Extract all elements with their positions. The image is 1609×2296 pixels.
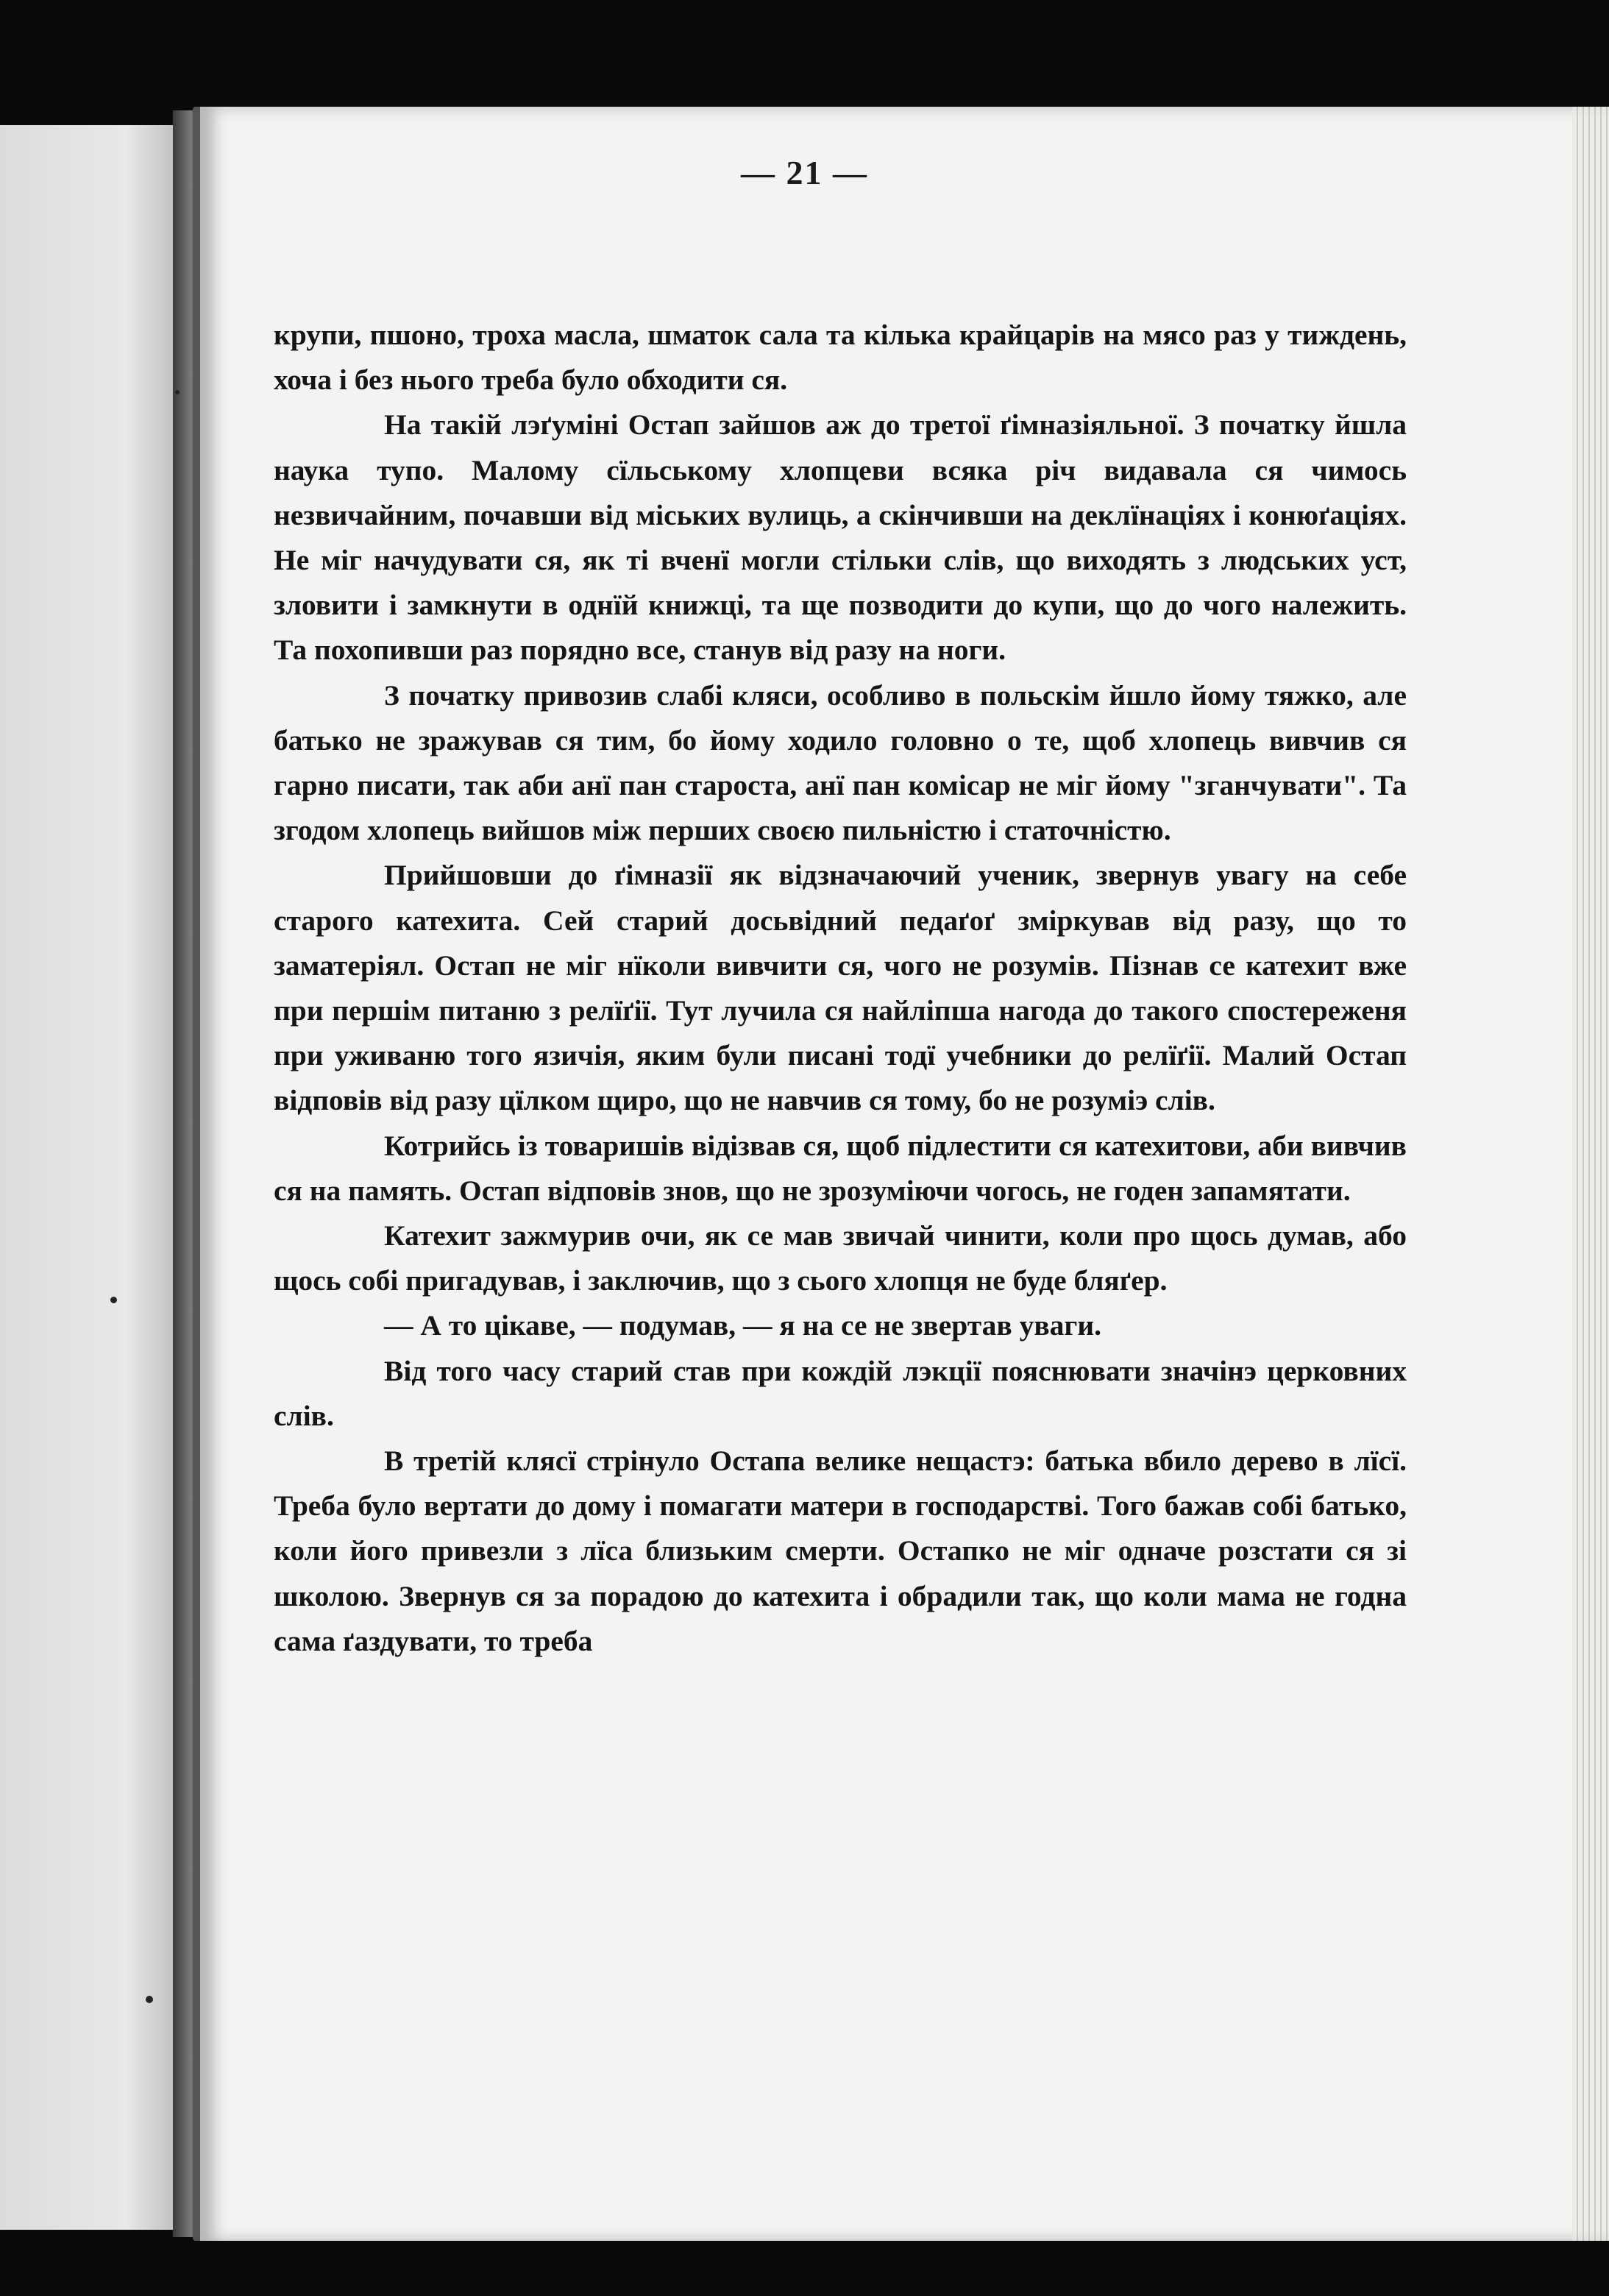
- body-text: [274, 313, 1407, 1664]
- paragraph: Прийшовши до ґімназії як відзначаючий ученик, звернув увагу на себе старого катехита. Сей старий досьвідний педаґоґ зміркував від разу, що то заматеріял. Остап не міг нїколи вивчити ся, чого не розумів. Пізнав се катехит вже при першім питаню з релїґії. Тут лучила ся найліпша нагода до такого спостереженя при уживаню того язичія, яким були писані тодї учебники до релїґії. Малий Остап відповів від разу цїлком щиро, що не навчив ся тому, бо не розуміэ слів.: [274, 859, 1407, 1117]
- page-stack-edge: [1572, 107, 1609, 2241]
- paragraph: — А то цікаве, — подумав, — я на се не звертав уваги.: [384, 1309, 1101, 1342]
- page-number: — 21 —: [741, 154, 868, 191]
- binding-hole-mark: [146, 1996, 153, 2003]
- binding-hole-mark: [175, 390, 180, 394]
- binding-hole-mark: [110, 1297, 117, 1303]
- paragraph: На такій лэґуміні Остап зайшов аж до третої ґімназіяльної. З початку йшла наука тупо. Малому сїльському хлопцеви всяка річ видавала ся чимось незвичайним, почавши від міських вулиць, а скінчивши на деклїнаціях і конюґаціях. Не міг начудувати ся, як ті вченї могли стільки слів, що виходять з людських уст, зловити і замкнути в однїй книжці, та ще позводити до купи, що до чого належить. Та похопивши раз порядно все, станув від разу на ноги.: [274, 408, 1407, 667]
- paragraph: крупи, пшоно, троха масла, шматок сала та кілька крайцарів на мясо раз у тиждень, хоча і без нього треба було обходити ся.: [274, 319, 1407, 397]
- paragraph: Від того часу старий став при кождій лэкції пояснювати значінэ церковних слів.: [274, 1354, 1407, 1432]
- left-page-edge: [0, 125, 180, 2230]
- paragraph: В третій клясї стрінуло Остапа велике нещастэ: батька вбило дерево в лїсї. Треба було вертати до дому і помагати матери в господарстві. Того бажав собі батько, коли його привезли з лїса близьким смерти. Остапко не міг одначе розстати ся зі школою. Звернув ся за порадою до катехита і обрадили так, що коли мама не годна сама ґаздувати, то треба: [274, 1445, 1407, 1657]
- paragraph: З початку привозив слабі кляси, особливо в польскім йшло йому тяжко, але батько не зражував ся тим, бо йому ходило головно о те, щоб хлопець вивчив ся гарно писати, так аби анї пан староста, анї пан комісар не міг йому "зганчувати". Та згодом хлопець вийшов між перших своєю пильністю і статочністю.: [274, 678, 1407, 847]
- paragraph: Катехит зажмурив очи, як се мав звичай чинити, коли про щось думав, або щось собі пригадував, і заключив, що з сього хлопця не буде бляґер.: [274, 1219, 1407, 1297]
- paragraph: Котрийсь із товаришів відізвав ся, щоб підлестити ся катехитови, аби вивчив ся на память. Остап відповів знов, що не зрозуміючи чогось, не годен запамятати.: [274, 1129, 1407, 1207]
